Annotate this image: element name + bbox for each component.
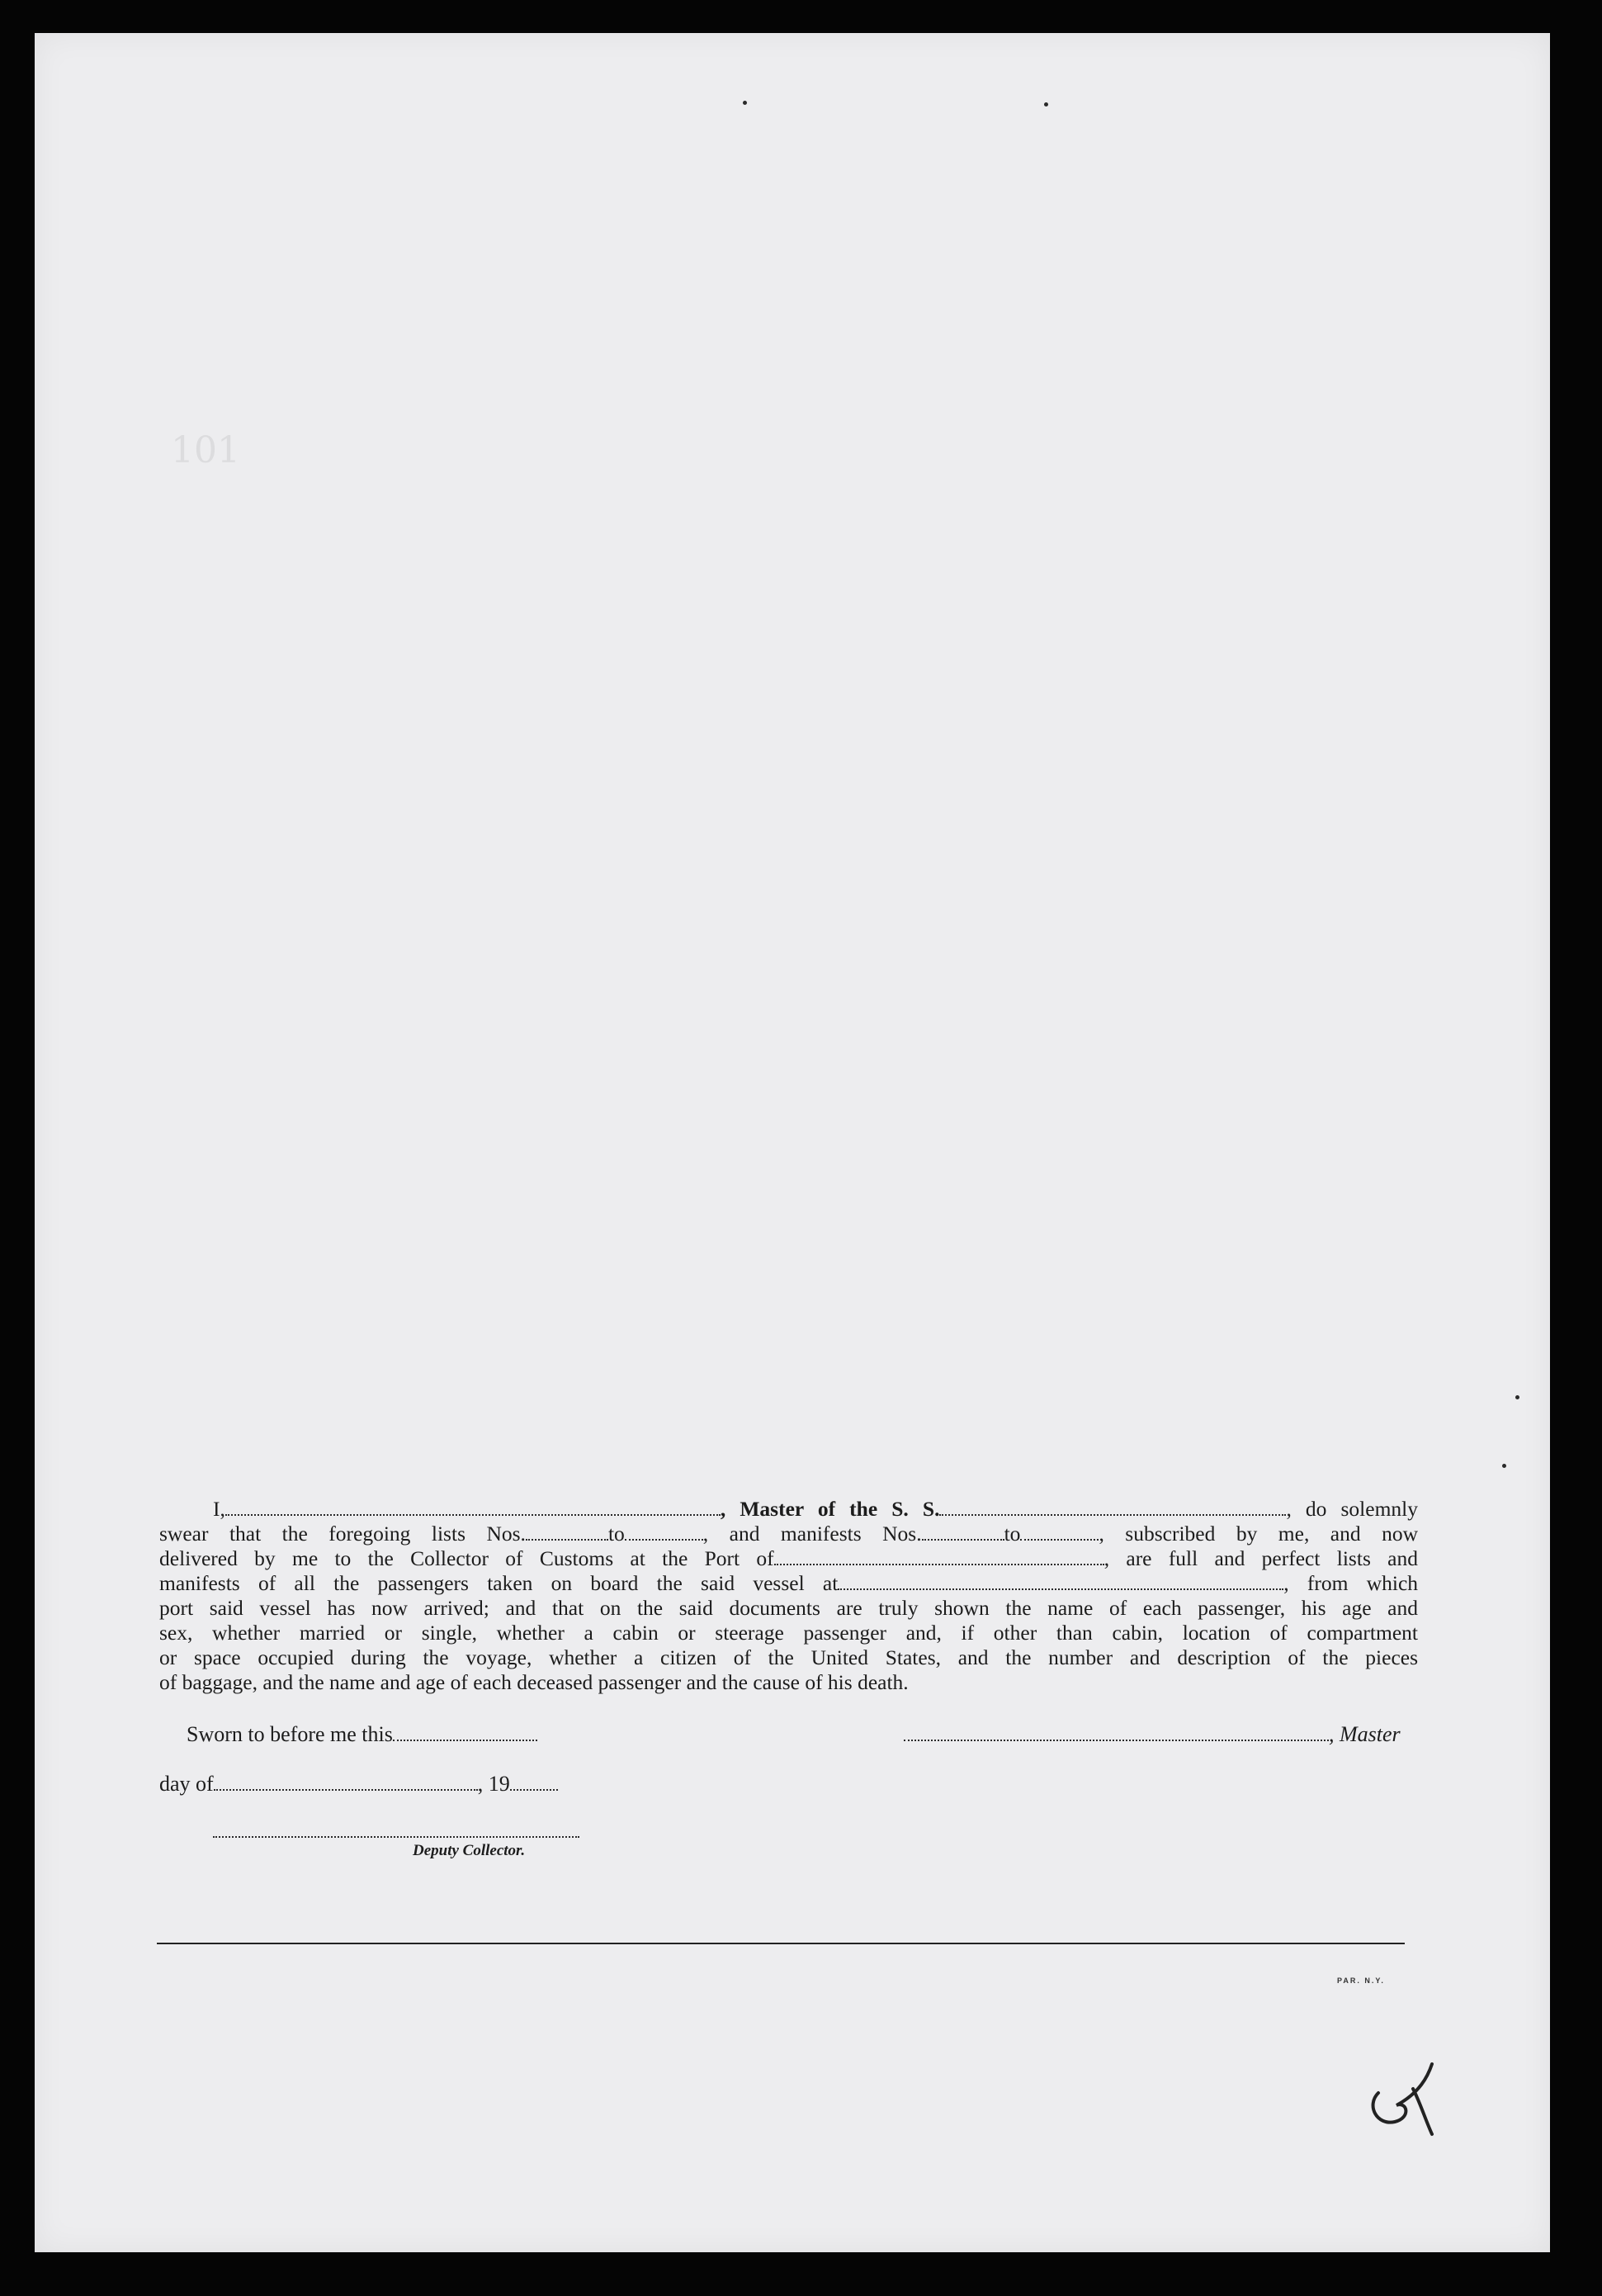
- speck: [1515, 1395, 1519, 1399]
- master-signature-line: , Master: [904, 1722, 1401, 1747]
- port-blank: [774, 1553, 1104, 1565]
- sworn-line: Sworn to before me this: [187, 1722, 537, 1747]
- manifests-from-blank: [922, 1528, 1004, 1541]
- manifests-to-blank: [1020, 1528, 1099, 1541]
- master-signature-blank: [904, 1729, 1329, 1741]
- year-blank: [510, 1778, 558, 1791]
- lists-to-blank: [625, 1528, 703, 1541]
- printer-mark: PAR. N.Y.: [1337, 1976, 1385, 1985]
- date-line: day of , 19: [159, 1772, 558, 1797]
- oath-line-3: delivered by me to the Collector of Customs at the Port of , are full and perfect lists and: [159, 1546, 1418, 1570]
- handwritten-mark: [1362, 2056, 1453, 2147]
- oath-line-6: sex, whether married or single, whether a cabin or steerage passenger and, if other than cabin, location of compartment: [159, 1621, 1418, 1645]
- oath-line-8: of baggage, and the name and age of each deceased passenger and the cause of his death.: [159, 1670, 909, 1694]
- month-blank: [214, 1778, 478, 1791]
- speck: [743, 101, 747, 105]
- lists-from-blank: [526, 1528, 608, 1541]
- oath-line-7: or space occupied during the voyage, whether a citizen of the United States, and the number and description of the pieces: [159, 1645, 1418, 1669]
- oath-line-4: manifests of all the passengers taken on board the said vessel at , from which: [159, 1571, 1419, 1595]
- speck: [1044, 102, 1048, 107]
- vessel-name-blank: [939, 1503, 1286, 1516]
- deputy-collector-label: Deputy Collector.: [413, 1842, 526, 1859]
- master-name-blank: [225, 1503, 721, 1516]
- bleed-through-number: 101: [171, 429, 240, 471]
- embarkation-port-blank: [838, 1578, 1283, 1590]
- oath-line-5: port said vessel has now arrived; and that on the said documents are truly shown the name of each passenger, his age and: [159, 1596, 1418, 1620]
- bottom-rule: [157, 1943, 1405, 1944]
- deputy-signature-blank: [213, 1836, 579, 1838]
- master-oath-paragraph: [159, 1497, 1418, 1695]
- speck: [1502, 1464, 1506, 1468]
- oath-line-1: I, , Master of the S. S. , do solemnly: [213, 1497, 1418, 1521]
- sworn-day-blank: [393, 1729, 537, 1741]
- oath-line-2: swear that the foregoing lists Nos. to , and manifests Nos. to , subscribed by me, and now: [159, 1522, 1419, 1546]
- document-page: [35, 33, 1550, 2252]
